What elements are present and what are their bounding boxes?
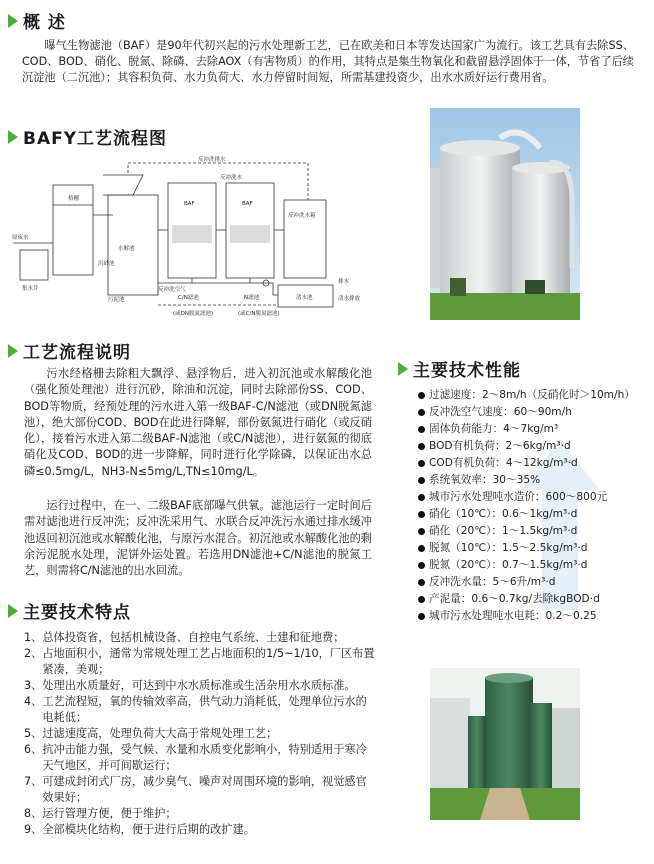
label-hydro: 水解池 — [118, 246, 135, 252]
bullet-dot-icon — [418, 579, 425, 586]
feature-item: 5、 过滤速度高，处理负荷大大高于常规处理工艺； — [24, 727, 278, 740]
label-inlet: 原废水 — [12, 235, 29, 241]
process-flow-diagram — [8, 155, 418, 320]
bullet-dot-icon — [418, 477, 425, 484]
label-settle: 沉砂池 — [98, 261, 115, 267]
performance-item: 脱氮（20℃）：0.7～1.5kg/m³·d — [418, 557, 654, 574]
label-note2: (或C/N脱氮滤池) — [238, 311, 280, 317]
performance-item: COD有机负荷：4～12kg/m³·d — [418, 455, 654, 472]
feature-item: 4、 工艺流程短，氧的传输效率高，供气动力消耗低，处理单位污水的电耗低； — [24, 695, 367, 724]
label-baf2: BAF — [242, 201, 253, 207]
bullet-dot-icon — [418, 409, 425, 416]
bullet-dot-icon — [418, 443, 425, 450]
silo-tanks-photo — [430, 108, 580, 320]
label-sump: 集水井 — [22, 286, 39, 292]
label-grille: 格栅 — [68, 196, 80, 202]
label-tank1: 反冲洗水箱 — [288, 213, 316, 219]
process-paragraph-2: 运行过程中，在一、二级BAF底部曝气供氧。滤池运行一定时间后需对滤池进行反冲洗；反冲洗采用气、水联合反冲洗污水通过排水缓冲池返回初沉池或水解酸化池，与原污水混合。初沉池或水解酸化池的剩余污泥脱水处理，泥饼外运处置。若选用DN滤池+C/N滤池的脱氮工艺，则需将C/N滤池的出水回流。 — [24, 499, 372, 578]
clear-tank-shape — [284, 200, 326, 278]
label-outlet: 排水 — [338, 279, 350, 285]
bullet-dot-icon — [418, 426, 425, 433]
feature-item: 2、 占地面积小，通常为常规处理工艺占地面积的1/5~1/10，厂区布置紧凑，美观； — [24, 647, 375, 676]
sump-shape — [20, 250, 48, 280]
triangle-bullet-icon — [8, 604, 18, 618]
performance-item: 反冲洗空气速度：60～90m/h — [418, 404, 654, 421]
performance-item: 硝化（20℃）：1～1.5kg/m³·d — [418, 523, 654, 540]
performance-item: 产泥量：0.6～0.7kg/去除kgBOD·d — [418, 591, 654, 608]
label-air: 反冲洗空气 — [158, 287, 186, 293]
label-clear: 清水池 — [296, 295, 313, 301]
label-baf1: BAF — [184, 201, 195, 207]
bullet-dot-icon — [418, 528, 425, 535]
label-bw-water: 反冲洗排水 — [198, 157, 226, 163]
feature-item: 8、 运行管理方便，便于维护； — [24, 807, 177, 820]
section-title-flowchart: BAFY工艺流程图 — [8, 124, 167, 149]
bullet-dot-icon — [418, 545, 425, 552]
feature-item: 6、 抗冲击能力强，受气候、水量和水质变化影响小，特别适用于寒冷天气地区，并可间歇运行； — [24, 743, 367, 772]
triangle-bullet-icon — [8, 130, 18, 144]
triangle-bullet-icon — [8, 344, 18, 358]
bullet-dot-icon — [418, 494, 425, 501]
performance-item: 城市污水处理吨水电耗：0.2～0.25 — [418, 608, 654, 625]
performance-item: BOD有机负荷：2～6kg/m³·d — [418, 438, 654, 455]
section-title-performance: 主要技术性能 — [398, 356, 521, 381]
performance-item: 脱氮（10℃）：1.5～2.5kg/m³·d — [418, 540, 654, 557]
triangle-bullet-icon — [8, 14, 18, 28]
label-tank3: N滤池 — [244, 295, 260, 301]
bullet-dot-icon — [418, 511, 425, 518]
bullet-dot-icon — [418, 392, 425, 399]
performance-item: 硝化（10℃）：0.6～1kg/m³·d — [418, 506, 654, 523]
bullet-dot-icon — [418, 460, 425, 467]
green-tanks-photo — [430, 668, 580, 820]
bullet-dot-icon — [418, 562, 425, 569]
process-paragraph-1: 污水经格栅去除粗大飘浮、悬浮物后，进入初沉池或水解酸化池（强化预处理池）进行沉砂，除油和沉淀，同时去除部份SS、COD、BOD等物质，经预处理的污水进入第一级BAF-C/N滤池（或DN脱氮滤池），绝大部份COD、BOD在此进行降解，部份氨氮进行硝化（或反硝化），接着污水进入第二级BAF-N滤池（或C/N滤池），进行氨氮的彻底硝化及COD、BOD的进一步降解，同时进行化学除磷，以保证出水总磷≤0.5mg/L，NH3-N≤5mg/L,TN≤10mg/L。 — [24, 367, 372, 478]
performance-item: 系统氧效率：30～35% — [418, 472, 654, 489]
hydrolysis-tank-shape — [108, 195, 158, 295]
features-list — [24, 630, 376, 838]
triangle-bullet-icon — [398, 362, 408, 376]
label-note1: (或DN脱氮滤池) — [173, 311, 214, 317]
performance-item: 过滤速度：2～8m/h（反硝化时＞10m/h） — [418, 387, 654, 404]
bullet-dot-icon — [418, 596, 425, 603]
label-tank2: C/N滤池 — [178, 295, 199, 301]
section-title-process: 工艺流程说明 — [8, 338, 131, 363]
performance-list — [418, 387, 654, 625]
feature-item: 9、 全部模块化结构，便于进行后期的改扩建。 — [24, 823, 255, 836]
performance-item: 反冲洗水量：5～6升/m³·d — [418, 574, 654, 591]
overview-paragraph: 曝气生物滤池（BAF）是90年代初兴起的污水处理新工艺，已在欧美和日本等发达国家广为流行。该工艺具有去除SS、COD、BOD、硝化、脱氮、除磷、去除AOX（有害物质）的作用，其特点是集生物氧化和截留悬浮固体于一体，节省了后续沉淀池（二沉池）；其容积负荷、水力负荷大、水力停留时间短，所需基建投资少，出水水质好运行费用省。 — [22, 39, 634, 84]
label-sludge: 污泥池 — [108, 297, 125, 303]
performance-item: 固体负荷能力：4～7kg/m³ — [418, 421, 654, 438]
section-title-overview: 概 述 — [8, 8, 66, 33]
feature-item: 7、 可建成封闭式厂房，减少臭气、噪声对周围环境的影响，视觉感官效果好； — [24, 775, 367, 804]
section-title-features: 主要技术特点 — [8, 598, 131, 623]
performance-item: 城市污水处理吨水造价：600～800元 — [418, 489, 654, 506]
feature-item: 1、 总体投资省，包括机械设备、自控电气系统、土建和征地费； — [24, 631, 345, 644]
label-bw-top: 反冲洗水 — [220, 175, 243, 181]
bullet-dot-icon — [418, 613, 425, 620]
label-drain: 清水排放 — [338, 296, 361, 302]
feature-item: 3、 处理出水质量好，可达到中水水质标准或生活杂用水水质标准。 — [24, 679, 356, 692]
